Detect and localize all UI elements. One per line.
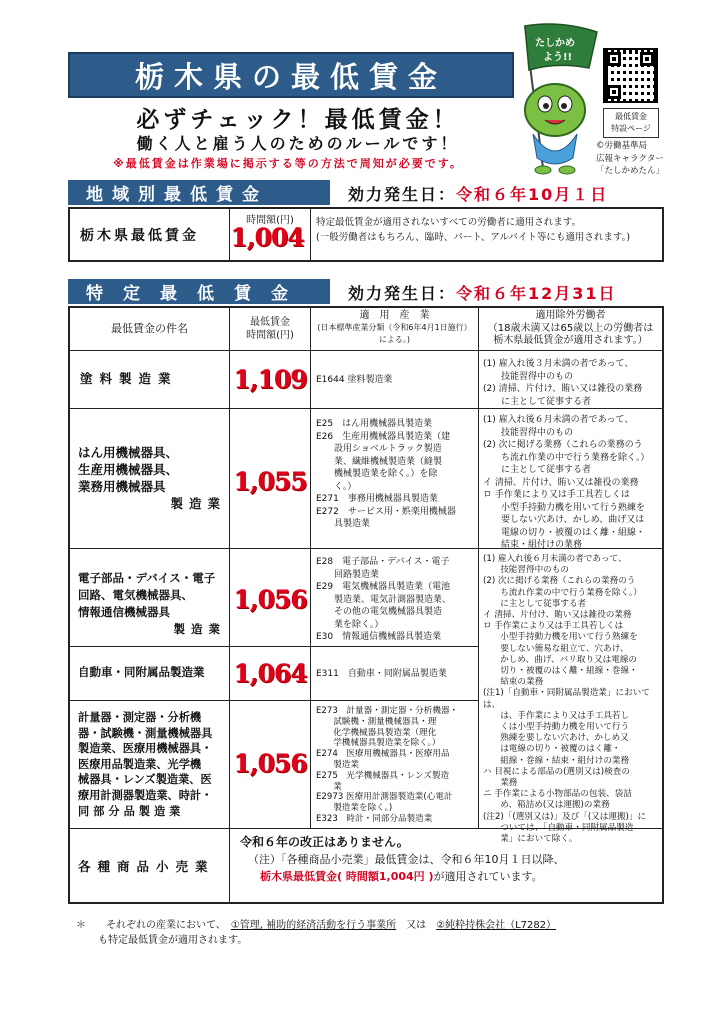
header-industry: 適 用 産 業 (日本標準産業分類（令和6年4月1日施行） による。) bbox=[317, 310, 472, 344]
qr-caption: 最低賃金 特設ページ bbox=[603, 108, 659, 138]
qr-code[interactable] bbox=[603, 48, 658, 103]
row-paint-wage: 1,109 bbox=[233, 365, 307, 394]
row-auto-name: 自動車・同附属品製造業 bbox=[78, 665, 205, 679]
row-instruments-industries: E273 計量器・測定器・分析機器・ 試験機・測量機械器具・理 化学機械器具製造業（理化 学機械器具製造業を除く。） E274 医療用機械器具・医療用品 製造業 E275 光学機械器具・レンズ製造 業 E2973 医療用計測器製造業(心電計 製造業を除く。) E323 時計・同部分品製造業 bbox=[316, 706, 459, 824]
flag-text-2: よう!! bbox=[543, 52, 573, 63]
row-instruments-wage: 1,056 bbox=[233, 749, 307, 778]
regional-effective-date: 効力発生日：令和６年10月１日 bbox=[348, 185, 609, 204]
section-regional-title: 地域別最低賃金 bbox=[68, 180, 330, 205]
flag-text-1: たしかめ bbox=[535, 38, 575, 49]
row-electronics-industries: E28 電子部品・デバイス・電子 回路製造業 E29 電気機械器具製造業（電池 製造業、電気計測器製造業、 その他の電気機械器具製造 業を除く。） E30 情報通信機械器具製造業 bbox=[316, 557, 452, 642]
header-wage: 最低賃金 時間額(円) bbox=[246, 317, 294, 341]
regional-description: 特定最低賃金が適用されないすべての労働者に適用されます。 (一般労働者はもちろん、臨時、パート、アルバイト等にも適用されます。) bbox=[316, 217, 631, 243]
specific-wage-table bbox=[68, 306, 664, 904]
regional-wage-name: 栃木県最低賃金 bbox=[80, 228, 199, 244]
row-electronics-wage: 1,056 bbox=[233, 585, 307, 614]
title-banner bbox=[68, 52, 514, 98]
row-machinery-name: はん用機械器具、 生産用機械器具、 業務用機械器具 製造業 bbox=[78, 445, 226, 511]
mascot-credit: ©労働基準局 広報キャラクター 「たしかめたん」 bbox=[596, 141, 665, 176]
row-retail-note: 令和６年の改正はありません。 （注）「各種商品小売業」最低賃金は、令和６年10月１日以降、 栃木県最低賃金( 時間額1,004円 )が適用されています。 bbox=[240, 835, 565, 883]
specific-effective-date: 効力発生日：令和６年12月31日 bbox=[348, 284, 617, 303]
section-specific-title: 特定最低賃金 bbox=[68, 279, 330, 304]
row-paint-name: 塗料製造業 bbox=[80, 371, 178, 386]
header-name: 最低賃金の件名 bbox=[111, 322, 188, 335]
row-electronics-name: 電子部品・デバイス・電子 回路、電気機械器具、 情報通信機械器具 製造業 bbox=[78, 571, 226, 636]
footer-note: ＊ それぞれの産業において、 ①管理, 補助的経済活動を行う事業所 又は ②純粋持株会社（L7282） も特定最低賃金が適用されます。 bbox=[76, 920, 557, 946]
subtitle: 働く人と雇う人のためのルールです！ bbox=[136, 134, 460, 153]
header-exclusions: 適用除外労働者 （18歳未満又は65歳以上の労働者は 栃木県最低賃金が適用されます。） bbox=[487, 310, 654, 346]
regional-wage-box bbox=[68, 207, 664, 262]
mascot-illustration bbox=[505, 18, 600, 180]
exclusions-electronics-auto-instruments: (1) 雇入れ後６月未満の者であって、 技能習得中のもの (2) 次に掲げる業務（これらの業務のう ち流れ作業の中で行う業務を除く。） に主として従事する者 イ 清掃、片付け、賄い又は雑役の業務 ロ 手作業により又は手工具若しくは 小型手持動力機を用いて行う熟練を 要しない簡易な組立て、穴あけ、 かしめ、曲げ、バリ取り又は電線の 切り・被覆のはく離・組線・巻線・ 結束の業務 (注1)「自動車・同附属品製造業」においては、 は、手作業により又は手工具若し くは小型手持動力機を用いて行う 熟練を要しない穴あけ、かしめ又 は電線の切り・被覆のはく離・ 組線・巻線・結束・組付けの業務 ハ 目視による部品の(選別又は)検査の 業務 ニ 手作業による小物部品の包装、袋詰 め、箱詰め(又は運搬)の業務 (注2)「(選別又は)」及び「(又は運搬)」に ついては、「自動車・同附属品製造 業」において除く。 bbox=[483, 554, 650, 845]
row-machinery-wage: 1,055 bbox=[233, 467, 307, 496]
unit-label: 時間額(円) bbox=[246, 215, 294, 226]
row-instruments-name: 計量器・測定器・分析機 器・試験機・測量機械器具 製造業、医療用機械器具・ 医療用品製造業、光学機 械器具・レンズ製造業、医 療用計測器製造業、時計・ 同部分品製造業 bbox=[78, 711, 213, 818]
regional-wage-value: 1,004 bbox=[230, 223, 304, 252]
row-auto-industry: E311 自動車・同附属品製造業 bbox=[316, 669, 447, 679]
notice-text: ※最低賃金は作業場に掲示する等の方法で周知が必要です。 bbox=[113, 157, 463, 170]
exclusions-machinery: (1) 雇入れ後６月未満の者であって、 技能習得中のもの (2) 次に掲げる業務（これらの業務のう ち流れ作業の中で行う業務を除く。） に主として従事する者 イ 清掃、片付け、賄い又は雑役の業務 ロ 手作業により又は手工具若しくは 小型手持動力機を用いて行う熟練を 要しない穴あけ、かしめ、曲げ又は 電線の切り・被覆のはく離・組線・ 結束・組付けの業務 bbox=[483, 415, 650, 550]
row-retail-name: 各種商品小売業 bbox=[78, 859, 215, 874]
page-title: 栃木県の最低賃金 bbox=[134, 59, 447, 94]
check-headline: 必ずチェック！最低賃金！ bbox=[136, 107, 460, 133]
row-auto-wage: 1,064 bbox=[233, 659, 307, 688]
row-paint-industry: E1644 塗料製造業 bbox=[316, 375, 393, 385]
row-machinery-industries: E25 はん用機械器具製造業 E26 生産用機械器具製造業（建 設用ショベルトラック製造 業、繊維機械製造業（縫製 機械製造業を除く。）を除 く。） E271 事務用機械器具製造業 E272 サービス用・娯楽用機械器 具製造業 bbox=[316, 419, 456, 529]
exclusions-paint: (1) 雇入れ後３月未満の者であって、 技能習得中のもの (2) 清掃、片付け、賄い又は雑役の業務 に主として従事する者 bbox=[483, 359, 643, 407]
